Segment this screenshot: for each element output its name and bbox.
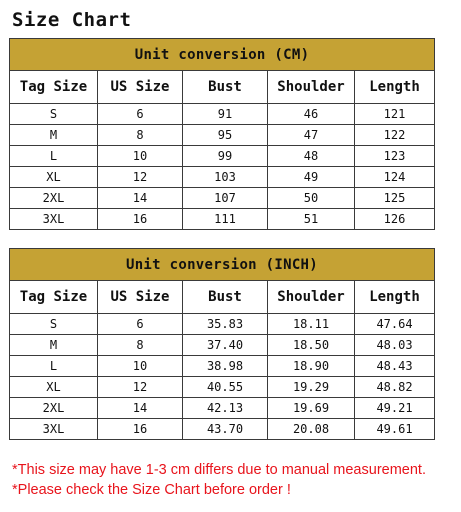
table-cell: M xyxy=(10,335,98,356)
table-cell: 123 xyxy=(355,146,435,167)
table-cell: 49 xyxy=(268,167,355,188)
table-cell: 2XL xyxy=(10,188,98,209)
column-header-us-size: US Size xyxy=(98,71,183,104)
table-row xyxy=(10,167,435,188)
table-cell: XL xyxy=(10,167,98,188)
table-cell: 48.82 xyxy=(355,377,435,398)
table-cell: 8 xyxy=(98,335,183,356)
table-cell: 103 xyxy=(183,167,268,188)
table-cell: 43.70 xyxy=(183,419,268,440)
notes xyxy=(12,460,426,500)
table-cell: 16 xyxy=(98,419,183,440)
table-row xyxy=(10,209,435,230)
table-row xyxy=(10,146,435,167)
table-cell: XL xyxy=(10,377,98,398)
table-cell: 48.03 xyxy=(355,335,435,356)
column-header-shoulder: Shoulder xyxy=(268,281,355,314)
table-cell: 19.29 xyxy=(268,377,355,398)
table-cell: 2XL xyxy=(10,398,98,419)
table-cell: S xyxy=(10,104,98,125)
table-cell: 20.08 xyxy=(268,419,355,440)
table-cell: 48 xyxy=(268,146,355,167)
table-cell: 37.40 xyxy=(183,335,268,356)
table-cell: 51 xyxy=(268,209,355,230)
column-header-length: Length xyxy=(355,281,435,314)
table-cell: 19.69 xyxy=(268,398,355,419)
table-cell: 6 xyxy=(98,314,183,335)
table-cell: 8 xyxy=(98,125,183,146)
table-cell: 12 xyxy=(98,167,183,188)
table-caption: Unit conversion (INCH) xyxy=(10,249,435,281)
table-cell: 3XL xyxy=(10,419,98,440)
check-chart-note: *Please check the Size Chart before order ! xyxy=(12,482,291,498)
column-header-length: Length xyxy=(355,71,435,104)
column-header-bust: Bust xyxy=(183,71,268,104)
table-cell: 107 xyxy=(183,188,268,209)
column-header-tag-size: Tag Size xyxy=(10,71,98,104)
table-cell: 49.21 xyxy=(355,398,435,419)
column-header-tag-size: Tag Size xyxy=(10,281,98,314)
table-cell: 42.13 xyxy=(183,398,268,419)
column-header-shoulder: Shoulder xyxy=(268,71,355,104)
table-cell: 126 xyxy=(355,209,435,230)
table-cell: 50 xyxy=(268,188,355,209)
table-cell: L xyxy=(10,356,98,377)
table-cell: 40.55 xyxy=(183,377,268,398)
table-row xyxy=(10,356,435,377)
table-row xyxy=(10,125,435,146)
table-row xyxy=(10,314,435,335)
table-cell: 38.98 xyxy=(183,356,268,377)
table-cell: L xyxy=(10,146,98,167)
page-title: Size Chart xyxy=(12,9,132,31)
table-cell: 49.61 xyxy=(355,419,435,440)
table-row xyxy=(10,419,435,440)
table-cell: 18.50 xyxy=(268,335,355,356)
table-cell: 122 xyxy=(355,125,435,146)
table-row xyxy=(10,377,435,398)
column-header-bust: Bust xyxy=(183,281,268,314)
table-cell: 48.43 xyxy=(355,356,435,377)
table-cell: 46 xyxy=(268,104,355,125)
table-cell: 91 xyxy=(183,104,268,125)
table-cell: 99 xyxy=(183,146,268,167)
table-row xyxy=(10,335,435,356)
table-cell: 18.90 xyxy=(268,356,355,377)
table-caption: Unit conversion (CM) xyxy=(10,39,435,71)
table-row xyxy=(10,398,435,419)
table-cell: 14 xyxy=(98,398,183,419)
table-cell: 3XL xyxy=(10,209,98,230)
table-cell: 111 xyxy=(183,209,268,230)
table-cell: 95 xyxy=(183,125,268,146)
table-cell: 10 xyxy=(98,146,183,167)
table-cell: 12 xyxy=(98,377,183,398)
table-cell: 18.11 xyxy=(268,314,355,335)
table-row xyxy=(10,104,435,125)
table-cell: S xyxy=(10,314,98,335)
table-cell: 10 xyxy=(98,356,183,377)
table-cell: 121 xyxy=(355,104,435,125)
size-table-cm xyxy=(9,38,435,230)
table-cell: 124 xyxy=(355,167,435,188)
size-table-inch xyxy=(9,248,435,440)
table-cell: 14 xyxy=(98,188,183,209)
table-row xyxy=(10,188,435,209)
table-cell: 6 xyxy=(98,104,183,125)
measurement-note: *This size may have 1-3 cm differs due to manual measurement. xyxy=(12,462,426,478)
table-cell: 47.64 xyxy=(355,314,435,335)
table-cell: M xyxy=(10,125,98,146)
table-cell: 125 xyxy=(355,188,435,209)
table-cell: 35.83 xyxy=(183,314,268,335)
table-cell: 16 xyxy=(98,209,183,230)
column-header-us-size: US Size xyxy=(98,281,183,314)
table-cell: 47 xyxy=(268,125,355,146)
